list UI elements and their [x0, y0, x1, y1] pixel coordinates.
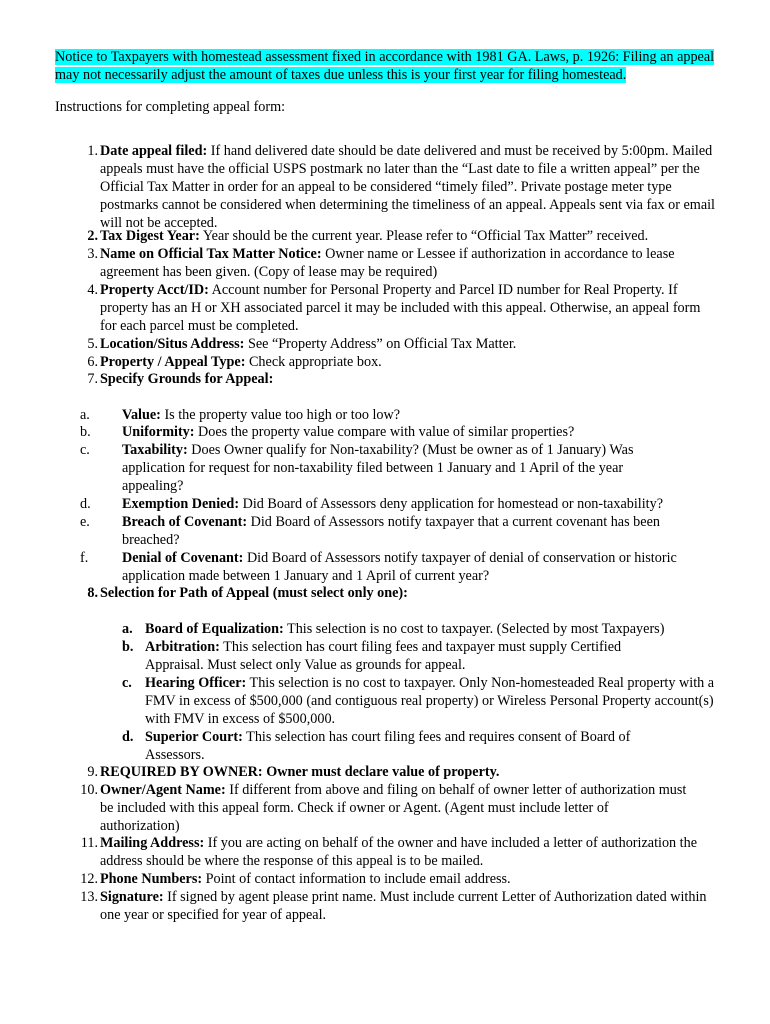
- item-title: Tax Digest Year:: [100, 228, 200, 244]
- item-title: REQUIRED BY OWNER: Owner must declare value of property.: [100, 764, 500, 780]
- item-title: Location/Situs Address:: [100, 336, 245, 352]
- item-text: Account number for Personal Property and Parcel ID number for Real Property. If property has an H or XH associated parcel it may be included with this appeal. Otherwise, an appeal form for each parcel must be completed.: [100, 282, 701, 334]
- item-text: See “Property Address” on Official Tax Matter.: [244, 336, 517, 352]
- highlighted-notice-text: Notice to Taxpayers with homestead assessment fixed in accordance with 1981 GA. Laws, p. 1926: Filing an appeal may not necessarily adjust the amount of taxes due unless this is your first year for filing homestead.: [55, 49, 715, 83]
- item-text: Check appropriate box.: [245, 354, 382, 370]
- homestead-notice: [55, 48, 725, 84]
- item-text: Year should be the current year. Please refer to “Official Tax Matter” received.: [199, 228, 649, 244]
- item-title: Property / Appeal Type:: [100, 354, 246, 370]
- item-title: Phone Numbers:: [100, 871, 203, 887]
- item-title: Specify Grounds for Appeal:: [100, 371, 274, 387]
- item-title: Selection for Path of Appeal (must select only one):: [100, 585, 408, 601]
- item-title: Owner/Agent Name:: [100, 782, 226, 798]
- instructions-heading: Instructions for completing appeal form:: [55, 99, 286, 115]
- item-title: Property Acct/ID:: [100, 282, 209, 298]
- document-page: Notice to Taxpayers with homestead assessment fixed in accordance with 1981 GA. Laws, p. 1926: Filing an appeal may not necessarily adjust the amount of taxes due unless this is your first year for filing homestead. Instructions for completing appeal form: 1. Date appeal filed: If hand delivered date should be date delivered and must be received by 5:00pm. Mailed appeals must have the official USPS postmark no later than the “Last date to file a written appeal” per the Official Tax Matter in order for an appeal to be considered “timely filed”. Private postage meter type postmarks cannot be considered when determining the timeliness of an appeal. Appeals sent via fax or email will not be accepted. 2. Tax Digest Year: Year should be the current year. Please refer to “Official Tax Matter” received. 3. Name on Official Tax Matter Notice: Owner name or Lessee if authorization in accordance to lease agreement has been given. (Copy of lease may be required) 4. Property Acct/ID: Account number for Personal Property and Parcel ID number for Real Property. If property has an H or XH associated parcel it may be included with this appeal. Otherwise, an appeal form for each parcel must be completed. 5. Location/Situs Address: See “Property Address” on Official Tax Matter. 6. Property / Appeal Type: Check appropriate box. 7. Specify Grounds for Appeal: a. Value: Is the property value too high or too low? b. Uniformity: Does the property value compare with value of similar properties? c. Taxability: Does Owner qualify for Non-taxability? (Must be owner as of 1 January) Was application for request for non-taxability filed between 1 January and 1 April of the year appealing? d. Exemption Denied: Did Board of Assessors deny application for homestead or non-taxability? e. Breach of Covenant: Did Board of Assessors notify taxpayer that a current covenant has been breached? f. Denial of Covenant: Did Board of Assessors notify taxpayer of denial of conservation or historic application made between 1 January and 1 April of current year? 8. Selection for Path of Appeal (must select only one): a. Board of Equalization: This selection is no cost to taxpayer. (Selected by most Taxpayers) b. Arbitration: This selection has court filing fees and taxpayer must supply Certified Appraisal. Must select only Value as grounds for appeal. c. Hearing Officer: This selection is no cost to taxpayer. Only Non-homesteaded Real property with a FMV in excess of $500,000 (and contiguous real property) or Wireless Personal Property account(s) with FMV in excess of $500,000. d. Superior Court: This selection has court filing fees and requires consent of Board of Assessors. 9. REQUIRED BY OWNER: Owner must declare value of property. 10. Owner/Agent Name: If different from above and filing on behalf of owner letter of authorization must be included with this appeal form. Check if owner or Agent. (Agent must include letter of authorization) 11. Mailing Address: If you are acting on behalf of the owner and have included a letter of authorization the address should be where the response of this appeal is to be mailed. 12. Phone Numbers: Point of contact information to include email address. 13. Signature: If signed by agent please print name. Must include current Letter of Authorization dated within one year or specified for year of appeal.: [0, 0, 770, 1024]
- item-text: If hand delivered date should be date delivered and must be received by 5:00pm. Mailed appeals must have the official USPS postmark no later than the “Last date to file a written appeal” per the Official Tax Matter in order for an appeal to be considered “timely filed”. Private postage meter type postmarks cannot be considered when determining the timeliness of an appeal. Appeals sent via fax or email will not be accepted.: [100, 143, 716, 231]
- item-title: Date appeal filed:: [100, 143, 208, 159]
- item-title: Name on Official Tax Matter Notice:: [100, 246, 322, 262]
- item-title: Signature:: [100, 889, 164, 905]
- item-title: Mailing Address:: [100, 835, 205, 851]
- item-text: Owner name or Lessee if authorization in accordance to lease agreement has been given. (Copy of lease may be required): [100, 246, 675, 280]
